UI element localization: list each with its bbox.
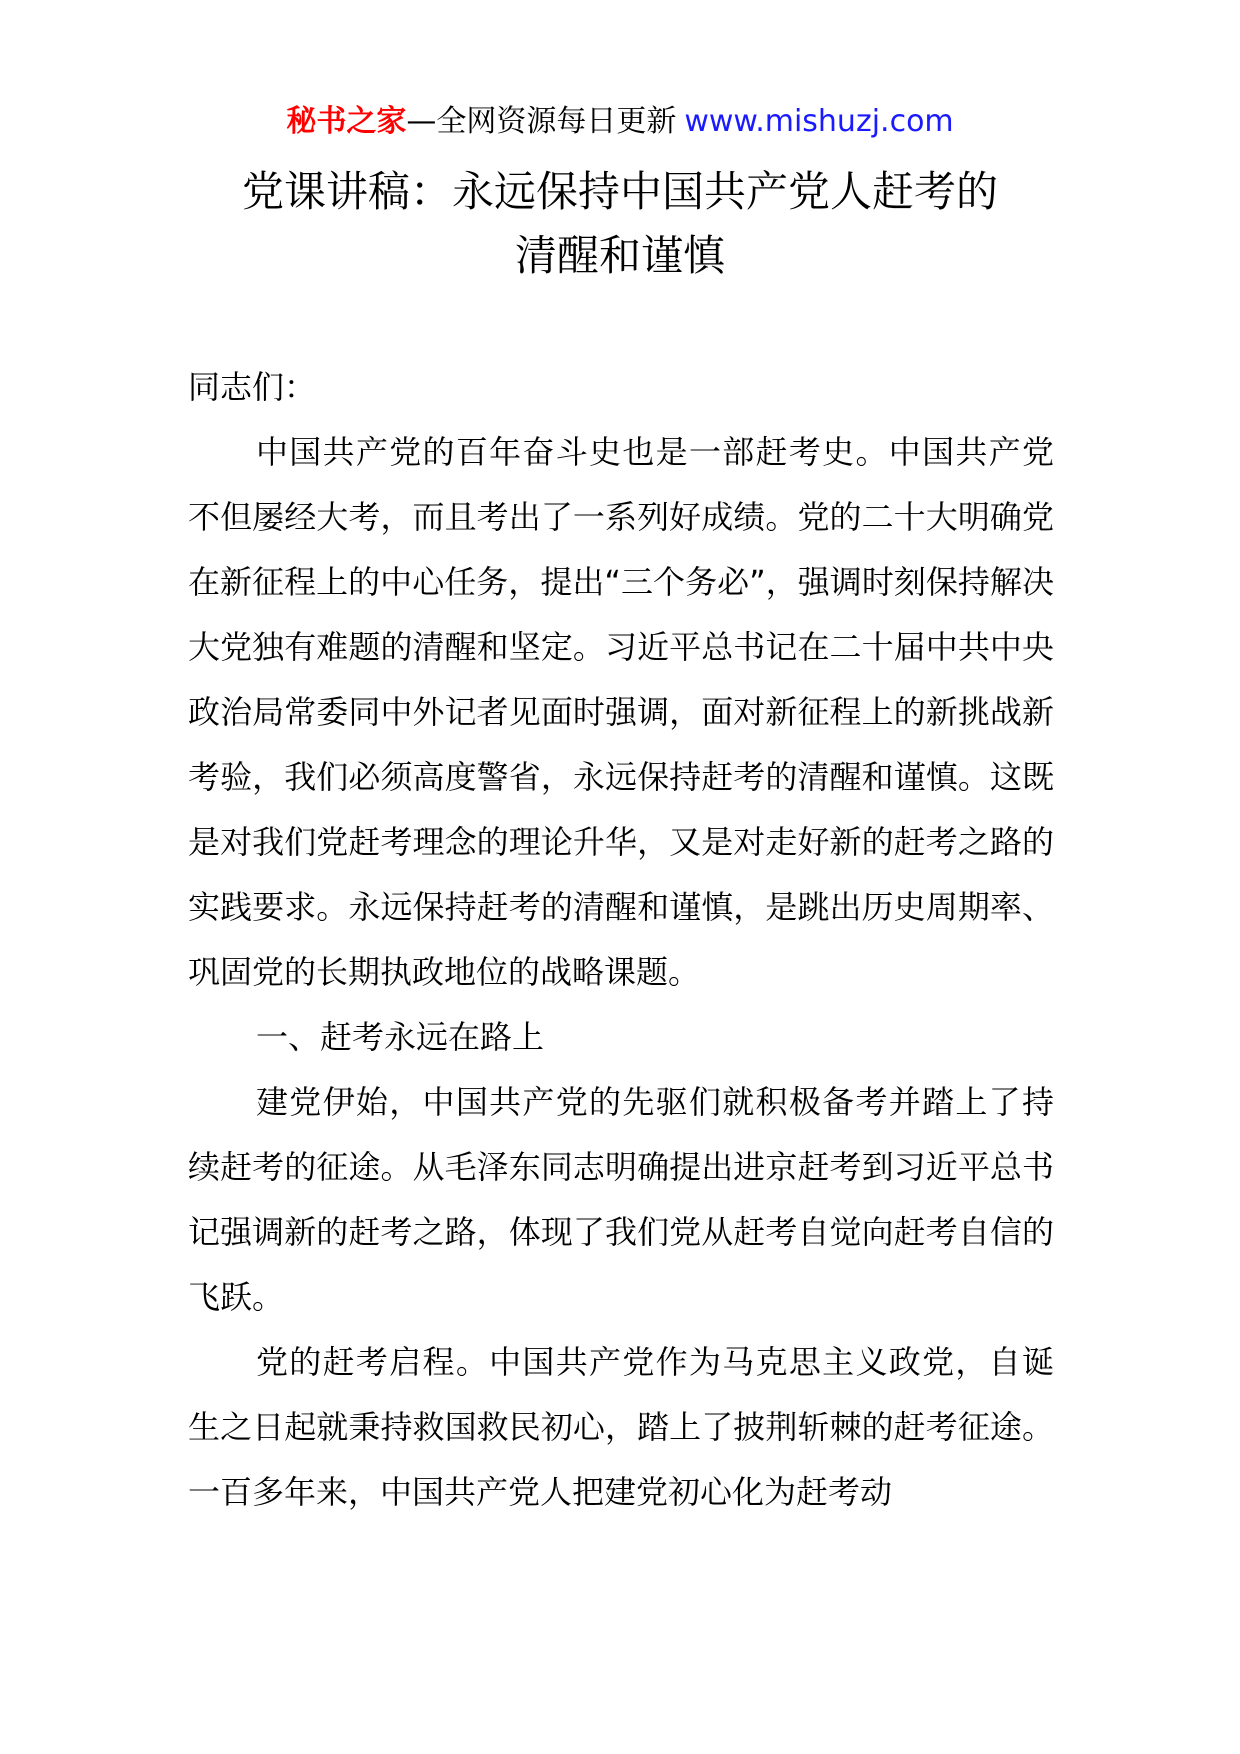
document-title [190, 160, 1050, 288]
salutation: 同志们： [188, 368, 317, 406]
paragraph-section-1-intro: 建党伊始，中国共产党的先驱们就积极备考并踏上了持续赶考的征途。从毛泽东同志明确提出进京赶考到习近平总书记强调新的赶考之路，体现了我们党从赶考自觉向赶考自信的飞跃。 [188, 1083, 1054, 1316]
paragraph-party-exam-start: 党的赶考启程。中国共产党作为马克思主义政党，自诞生之日起就秉持救国救民初心，踏上了披荆斩棘的赶考征途。一百多年来，中国共产党人把建党初心化为赶考动 [188, 1343, 1054, 1511]
site-url-link[interactable]: www.mishuzj.com [684, 104, 954, 139]
document-body [188, 355, 1054, 1525]
paragraph-intro: 中国共产党的百年奋斗史也是一部赶考史。中国共产党不但屡经大考，而且考出了一系列好成绩。党的二十大明确党在新征程上的中心任务，提出“三个务必”，强调时刻保持解决大党独有难题的清醒和坚定。习近平总书记在二十届中共中央政治局常委同中外记者见面时强调，面对新征程上的新挑战新考验，我们必须高度警省，永远保持赶考的清醒和谨慎。这既是对我们党赶考理念的理论升华，又是对走好新的赶考之路的实践要求。永远保持赶考的清醒和谨慎，是跳出历史周期率、巩固党的长期执政地位的战略课题。 [188, 433, 1054, 991]
brand-name: 秘书之家 [286, 104, 407, 139]
header-tagline: —全网资源每日更新 [406, 104, 677, 139]
site-header [0, 100, 1240, 144]
document-title-line-2: 清醒和谨慎 [514, 231, 725, 280]
section-heading-1: 一、赶考永远在路上 [256, 1018, 545, 1056]
document-title-line-1: 党课讲稿：永远保持中国共产党人赶考的 [241, 167, 998, 216]
